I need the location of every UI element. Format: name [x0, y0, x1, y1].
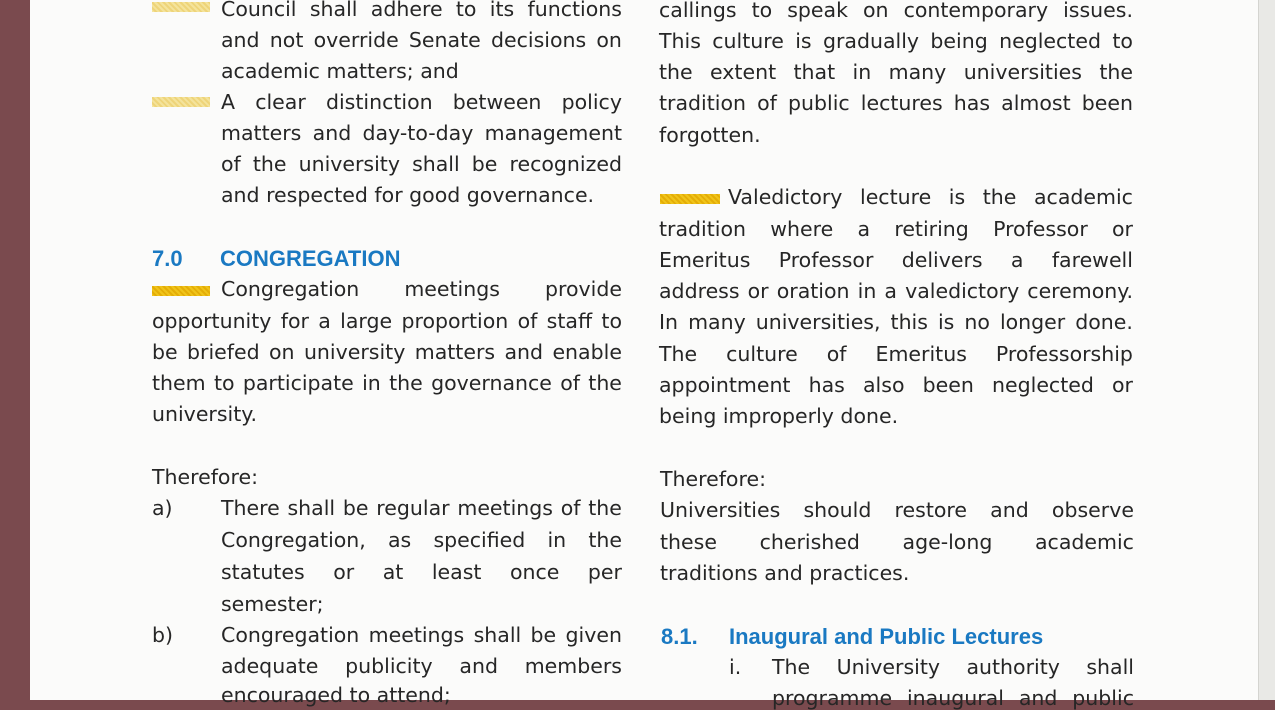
bullet-1-line-3: academic matters; and — [221, 59, 459, 83]
right-para-1-line-5: forgotten. — [659, 123, 761, 147]
bullet-2-line-1: A clear distinction between policy — [221, 90, 622, 114]
item-b-line-3: encouraged to attend; — [221, 683, 451, 707]
item-i-line-1: The University authority shall — [772, 655, 1134, 679]
para-line-4: them to participate in the governance of the — [152, 371, 622, 395]
section-number: 7.0 — [152, 246, 183, 271]
subsection-number: 8.1. — [661, 624, 698, 649]
right-para-2-line-8: being improperly done. — [659, 404, 899, 428]
para-line-3: be briefed on university matters and enable — [152, 340, 622, 364]
right-para-2-line-4: address or oration in a valedictory ceremony. — [659, 279, 1133, 303]
item-b-line-2: adequate publicity and members — [221, 654, 622, 678]
right-therefore-label: Therefore: — [660, 467, 766, 491]
item-b-line-1: Congregation meetings shall be given — [221, 623, 622, 647]
item-i-line-2: programme inaugural and public — [772, 686, 1134, 710]
highlight-marker-icon — [152, 286, 210, 296]
right-para-3-line-3: traditions and practices. — [660, 561, 910, 585]
bullet-2-line-2: matters and day-to-day management — [221, 121, 622, 145]
right-para-3-line-1: Universities should restore and observe — [660, 498, 1134, 522]
para-line-1: Congregation meetings provide — [221, 277, 622, 301]
right-para-3-line-2: these cherished age-long academic — [660, 530, 1134, 554]
right-para-2-line-3: Emeritus Professor delivers a farewell — [659, 248, 1133, 272]
therefore-label: Therefore: — [152, 465, 258, 489]
right-para-1-line-1: callings to speak on contemporary issues. — [659, 0, 1133, 22]
item-i-label: i. — [729, 655, 742, 679]
right-para-1-line-3: the extent that in many universities the — [659, 60, 1133, 84]
right-para-1-line-2: This culture is gradually being neglected to — [659, 29, 1133, 53]
highlight-marker-icon — [152, 97, 210, 107]
item-a-line-3: statutes or at least once per — [221, 560, 622, 584]
right-para-2-line-1: Valedictory lecture is the academic — [728, 185, 1133, 209]
item-b-label: b) — [152, 623, 174, 647]
para-line-2: opportunity for a large proportion of staff to — [152, 309, 622, 333]
right-para-2-line-2: tradition where a retiring Professor or — [659, 217, 1133, 241]
item-a-line-1: There shall be regular meetings of the — [221, 496, 622, 520]
highlight-marker-icon — [660, 194, 720, 204]
right-para-2-line-6: The culture of Emeritus Professorship — [659, 342, 1133, 366]
subsection-title: Inaugural and Public Lectures — [729, 624, 1044, 649]
page-edge — [1258, 0, 1275, 700]
bullet-1-line-1: Council shall adhere to its functions — [221, 0, 622, 21]
item-a-label: a) — [152, 496, 173, 520]
right-para-2-line-5: In many universities, this is no longer done. — [659, 310, 1133, 334]
bullet-2-line-3: of the university shall be recognized — [221, 152, 622, 176]
bullet-2-line-4: and respected for good governance. — [221, 183, 595, 207]
highlight-marker-icon — [152, 2, 210, 12]
right-para-1-line-4: tradition of public lectures has almost been — [659, 91, 1133, 115]
para-line-5: university. — [152, 402, 257, 426]
item-a-line-4: semester; — [221, 592, 324, 616]
bullet-1-line-2: and not override Senate decisions on — [221, 28, 622, 52]
section-title: CONGREGATION — [220, 246, 401, 271]
right-para-2-line-7: appointment has also been neglected or — [659, 373, 1133, 397]
item-a-line-2: Congregation, as specified in the — [221, 528, 622, 552]
